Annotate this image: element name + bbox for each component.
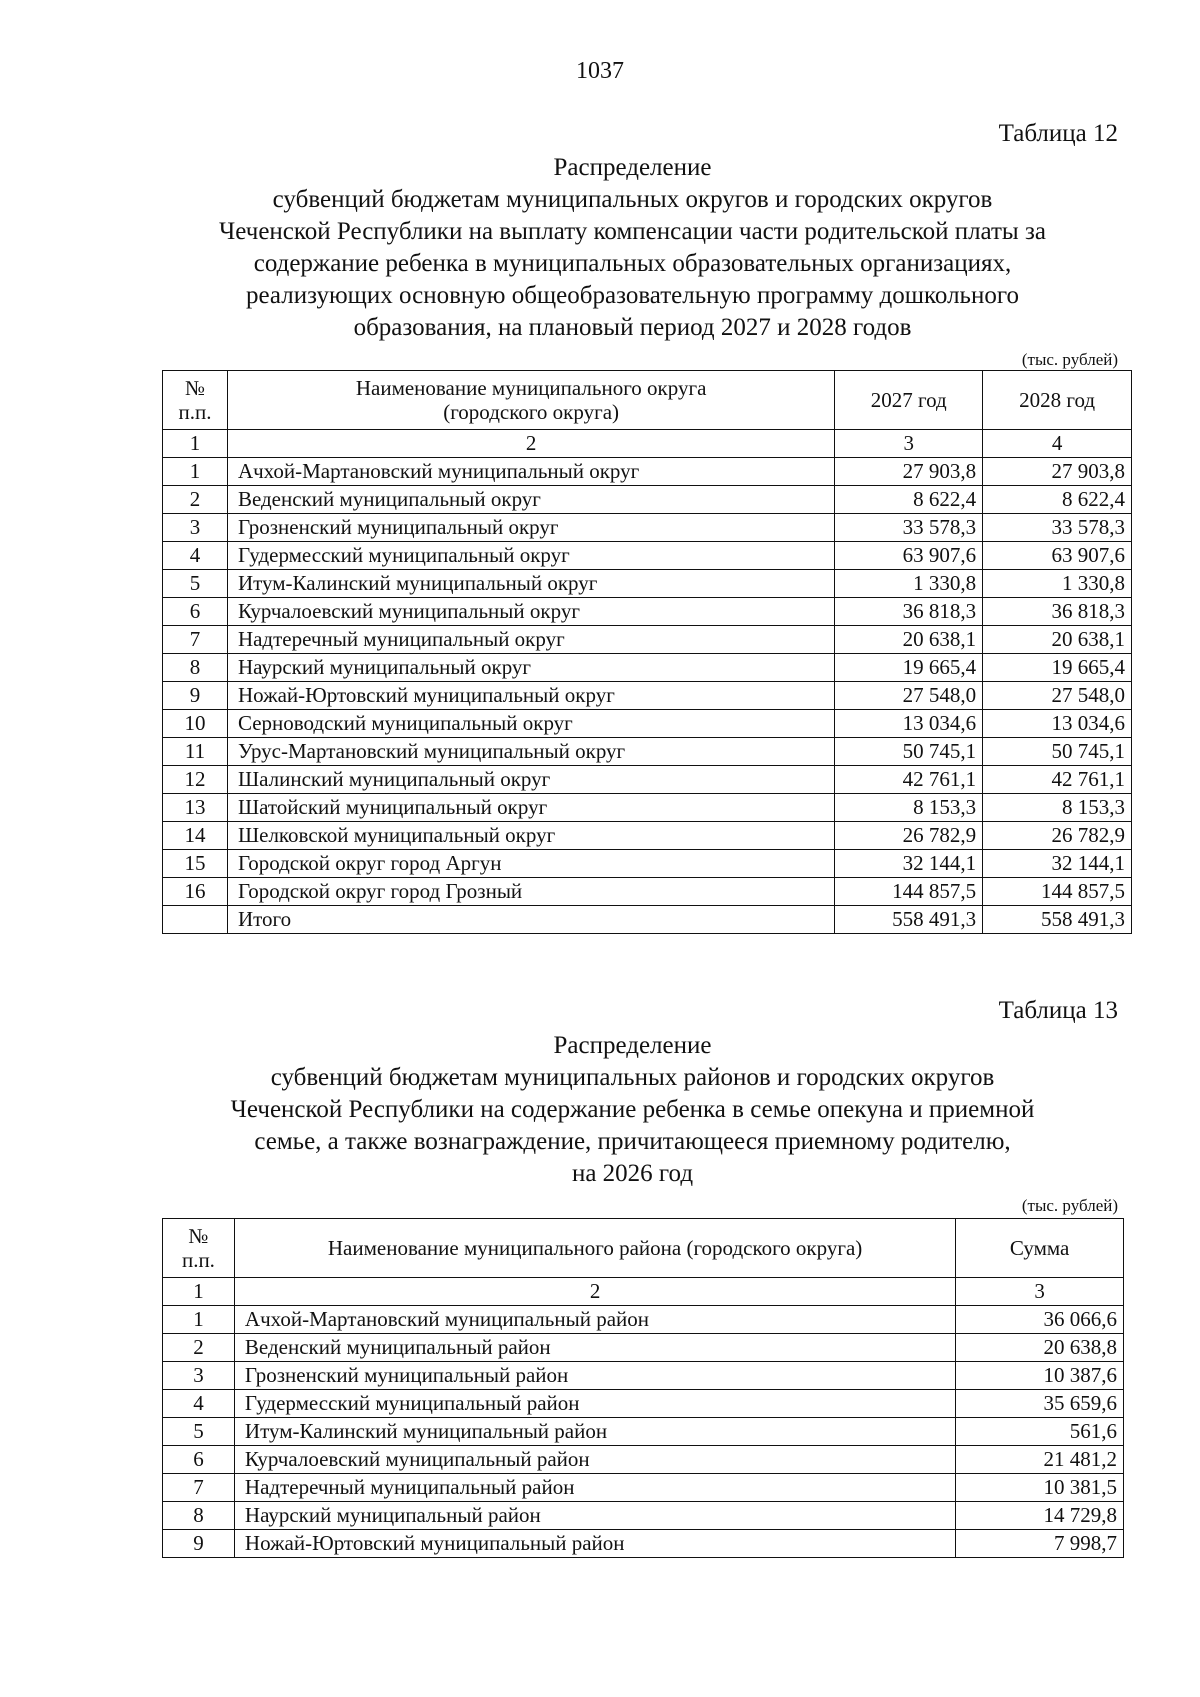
district-name: Курчалоевский муниципальный район (234, 1446, 955, 1474)
value-2028: 8 622,4 (983, 486, 1132, 514)
value-2027: 50 745,1 (835, 738, 983, 766)
district-name: Гудермесский муниципальный район (234, 1390, 955, 1418)
table-row (163, 1334, 1124, 1362)
value-2028: 50 745,1 (983, 738, 1132, 766)
table12-title-line: содержание ребенка в муниципальных образовательных организациях, (253, 250, 1012, 277)
table-row (163, 1362, 1124, 1390)
value-2028: 13 034,6 (983, 710, 1132, 738)
row-number: 7 (163, 1474, 235, 1502)
table13-colnum: 3 (956, 1278, 1124, 1306)
sum-value: 14 729,8 (956, 1502, 1124, 1530)
value-2027: 42 761,1 (835, 766, 983, 794)
table12-title-line: реализующих основную общеобразовательную программу дошкольного (246, 282, 1019, 309)
table12-colnum-row (163, 430, 1132, 458)
value-2027: 20 638,1 (835, 626, 983, 654)
district-name: Грозненский муниципальный округ (227, 514, 834, 542)
value-2027: 8 622,4 (835, 486, 983, 514)
sum-value: 561,6 (956, 1418, 1124, 1446)
table-row (163, 1446, 1124, 1474)
table-row (163, 486, 1132, 514)
district-name: Надтеречный муниципальный округ (227, 626, 834, 654)
table-row (163, 626, 1132, 654)
table12-title-line: Распределение (553, 154, 712, 181)
sum-value: 35 659,6 (956, 1390, 1124, 1418)
district-name: Гудермесский муниципальный округ (227, 542, 834, 570)
district-name: Урус-Мартановский муниципальный округ (227, 738, 834, 766)
table12-title-line: Чеченской Республики на выплату компенсации части родительской платы за (219, 218, 1046, 245)
table-row (163, 1530, 1124, 1558)
table-row (163, 542, 1132, 570)
row-number: 2 (163, 486, 228, 514)
row-number: 16 (163, 878, 228, 906)
value-2028: 20 638,1 (983, 626, 1132, 654)
table12-title (150, 152, 1115, 344)
row-number: 9 (163, 1530, 235, 1558)
table13-header-row (163, 1219, 1124, 1278)
table-row (163, 514, 1132, 542)
table12-header-num: № п.п. (163, 371, 228, 430)
value-2027: 36 818,3 (835, 598, 983, 626)
district-name: Ачхой-Мартановский муниципальный округ (227, 458, 834, 486)
value-2028: 8 153,3 (983, 794, 1132, 822)
table-row (163, 598, 1132, 626)
value-2027: 19 665,4 (835, 654, 983, 682)
value-2028: 19 665,4 (983, 654, 1132, 682)
sum-value: 20 638,8 (956, 1334, 1124, 1362)
table13-title-line: семье, а также вознаграждение, причитающееся приемному родителю, (254, 1128, 1011, 1155)
table12-colnum: 2 (227, 430, 834, 458)
page-number: 1037 (576, 58, 624, 84)
value-2027: 27 903,8 (835, 458, 983, 486)
table13-title (150, 1030, 1115, 1190)
row-number: 6 (163, 1446, 235, 1474)
table-row (163, 878, 1132, 906)
sum-value: 36 066,6 (956, 1306, 1124, 1334)
table12-total-label: Итого (227, 906, 834, 934)
table13-colnum: 1 (163, 1278, 235, 1306)
row-number: 3 (163, 1362, 235, 1390)
table13-body (163, 1306, 1124, 1558)
district-name: Надтеречный муниципальный район (234, 1474, 955, 1502)
value-2027: 32 144,1 (835, 850, 983, 878)
table12-title-line: образования, на плановый период 2027 и 2028 годов (353, 314, 912, 341)
table12-units: (тыс. рублей) (1021, 350, 1118, 369)
row-number: 8 (163, 1502, 235, 1530)
table-row (163, 794, 1132, 822)
value-2028: 63 907,6 (983, 542, 1132, 570)
table12-colnum: 3 (835, 430, 983, 458)
row-number: 14 (163, 822, 228, 850)
table12-title-line: субвенций бюджетам муниципальных округов и городских округов (272, 186, 993, 213)
value-2027: 144 857,5 (835, 878, 983, 906)
value-2027: 26 782,9 (835, 822, 983, 850)
table-row (163, 710, 1132, 738)
row-number: 10 (163, 710, 228, 738)
table-row (163, 1390, 1124, 1418)
table13-title-line: Распределение (553, 1032, 712, 1059)
district-name: Наурский муниципальный район (234, 1502, 955, 1530)
value-2028: 33 578,3 (983, 514, 1132, 542)
value-2027: 27 548,0 (835, 682, 983, 710)
district-name: Итум-Калинский муниципальный округ (227, 570, 834, 598)
table-row (163, 822, 1132, 850)
value-2028: 32 144,1 (983, 850, 1132, 878)
value-2027: 8 153,3 (835, 794, 983, 822)
value-2027: 63 907,6 (835, 542, 983, 570)
table12-header-2028: 2028 год (983, 371, 1132, 430)
row-number: 13 (163, 794, 228, 822)
sum-value: 10 381,5 (956, 1474, 1124, 1502)
table13-label: Таблица 13 (998, 997, 1118, 1024)
table13-colnum: 2 (234, 1278, 955, 1306)
value-2027: 13 034,6 (835, 710, 983, 738)
table-row (163, 738, 1132, 766)
table13-colnum-row (163, 1278, 1124, 1306)
table-row (163, 682, 1132, 710)
row-number: 5 (163, 1418, 235, 1446)
district-name: Городской округ город Грозный (227, 878, 834, 906)
row-number: 2 (163, 1334, 235, 1362)
table13-header-sum: Сумма (956, 1219, 1124, 1278)
district-name: Итум-Калинский муниципальный район (234, 1418, 955, 1446)
table12-body (163, 458, 1132, 906)
row-number: 1 (163, 1306, 235, 1334)
district-name: Шатойский муниципальный округ (227, 794, 834, 822)
row-number: 5 (163, 570, 228, 598)
table13-units: (тыс. рублей) (1021, 1196, 1118, 1215)
table-row (163, 1418, 1124, 1446)
row-number: 11 (163, 738, 228, 766)
table13 (162, 1218, 1124, 1558)
table13-title-line: субвенций бюджетам муниципальных районов и городских округов (270, 1064, 995, 1091)
table12-total-row (163, 906, 1132, 934)
value-2028: 26 782,9 (983, 822, 1132, 850)
table12-colnum: 4 (983, 430, 1132, 458)
row-number: 1 (163, 458, 228, 486)
value-2028: 36 818,3 (983, 598, 1132, 626)
value-2028: 42 761,1 (983, 766, 1132, 794)
table-row (163, 570, 1132, 598)
row-number: 8 (163, 654, 228, 682)
row-number: 15 (163, 850, 228, 878)
table-row (163, 1502, 1124, 1530)
table12-total-num (163, 906, 228, 934)
table12-label: Таблица 12 (998, 120, 1118, 147)
district-name: Шалинский муниципальный округ (227, 766, 834, 794)
row-number: 7 (163, 626, 228, 654)
row-number: 9 (163, 682, 228, 710)
value-2027: 1 330,8 (835, 570, 983, 598)
value-2028: 1 330,8 (983, 570, 1132, 598)
table13-header-name: Наименование муниципального района (городского округа) (234, 1219, 955, 1278)
district-name: Ачхой-Мартановский муниципальный район (234, 1306, 955, 1334)
value-2028: 144 857,5 (983, 878, 1132, 906)
table12-colnum: 1 (163, 430, 228, 458)
district-name: Городской округ город Аргун (227, 850, 834, 878)
sum-value: 10 387,6 (956, 1362, 1124, 1390)
table13-title-line: Чеченской Республики на содержание ребенка в семье опекуна и приемной (230, 1096, 1035, 1123)
table-row (163, 1306, 1124, 1334)
district-name: Веденский муниципальный район (234, 1334, 955, 1362)
district-name: Курчалоевский муниципальный округ (227, 598, 834, 626)
district-name: Серноводский муниципальный округ (227, 710, 834, 738)
table-row (163, 766, 1132, 794)
sum-value: 21 481,2 (956, 1446, 1124, 1474)
table-row (163, 458, 1132, 486)
row-number: 12 (163, 766, 228, 794)
district-name: Наурский муниципальный округ (227, 654, 834, 682)
table12 (162, 370, 1132, 934)
value-2028: 27 548,0 (983, 682, 1132, 710)
district-name: Веденский муниципальный округ (227, 486, 834, 514)
table-row (163, 654, 1132, 682)
value-2028: 27 903,8 (983, 458, 1132, 486)
row-number: 4 (163, 542, 228, 570)
table12-header-row (163, 371, 1132, 430)
table12-total-2028: 558 491,3 (983, 906, 1132, 934)
sum-value: 7 998,7 (956, 1530, 1124, 1558)
row-number: 3 (163, 514, 228, 542)
table-row (163, 1474, 1124, 1502)
table13-title-line: на 2026 год (571, 1160, 694, 1187)
table12-header-2027: 2027 год (835, 371, 983, 430)
table-row (163, 850, 1132, 878)
district-name: Ножай-Юртовский муниципальный округ (227, 682, 834, 710)
table12-total-2027: 558 491,3 (835, 906, 983, 934)
district-name: Шелковской муниципальный округ (227, 822, 834, 850)
table13-header-num: № п.п. (163, 1219, 235, 1278)
district-name: Ножай-Юртовский муниципальный район (234, 1530, 955, 1558)
district-name: Грозненский муниципальный район (234, 1362, 955, 1390)
table12-header-name: Наименование муниципального округа (городского округа) (227, 371, 834, 430)
value-2027: 33 578,3 (835, 514, 983, 542)
row-number: 4 (163, 1390, 235, 1418)
row-number: 6 (163, 598, 228, 626)
